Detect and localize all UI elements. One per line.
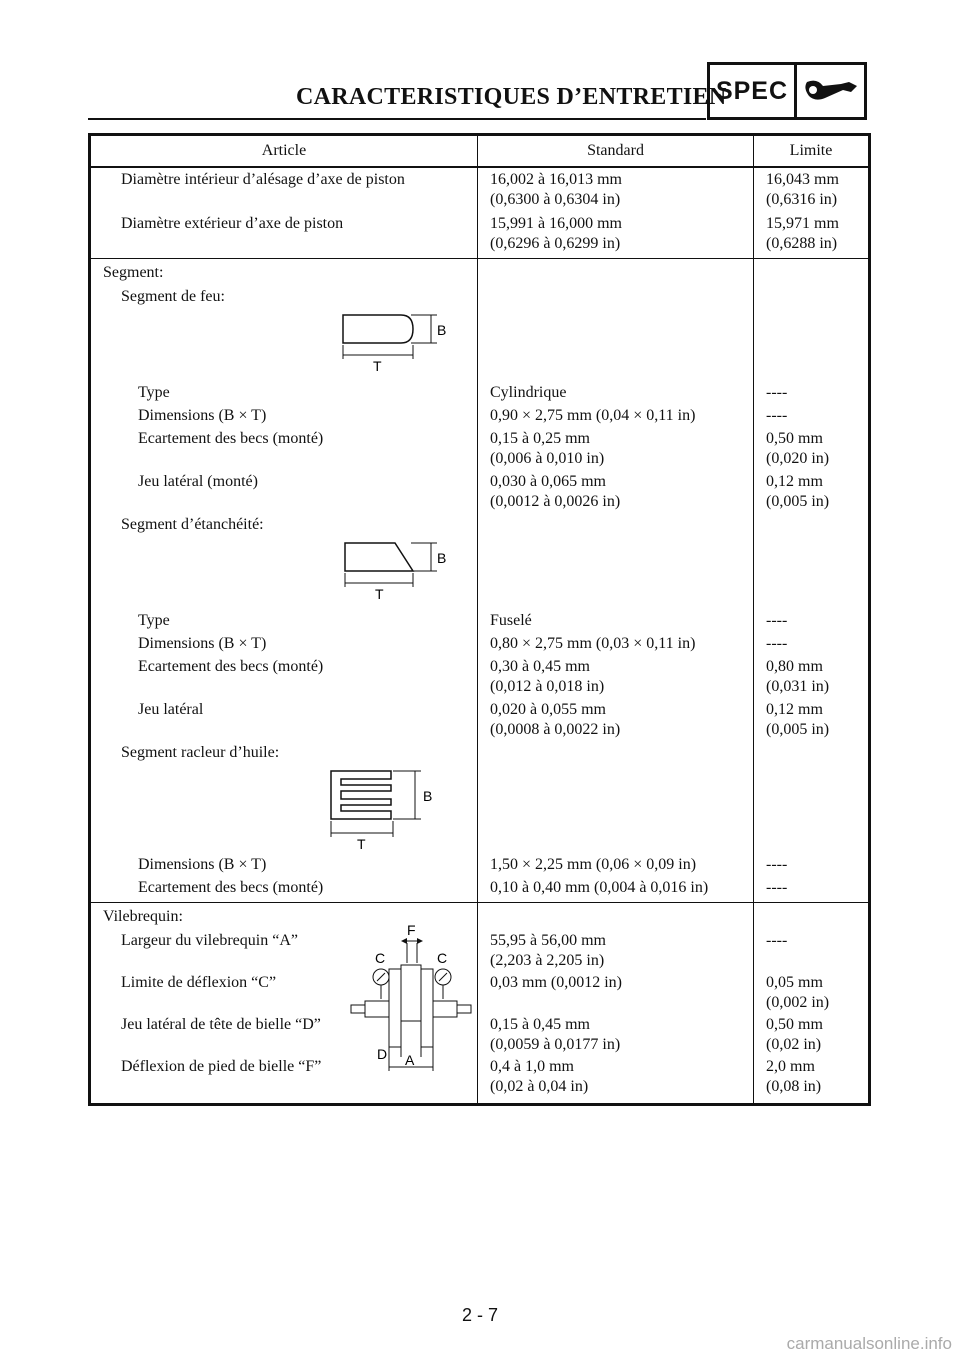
section-heading: Segment: bbox=[103, 264, 164, 281]
limit-value: ---- bbox=[766, 856, 788, 873]
limit-cell bbox=[754, 167, 870, 259]
article-cell bbox=[90, 903, 478, 1105]
article-label: Dimensions (B × T) bbox=[138, 407, 267, 424]
article-cell bbox=[90, 167, 478, 259]
limit-value: (0,020 in) bbox=[766, 450, 830, 467]
standard-value: (0,0012 à 0,0026 in) bbox=[490, 493, 621, 510]
dimension-label-t: T bbox=[373, 358, 382, 374]
oil-ring-diagram bbox=[91, 763, 477, 855]
column-header-limite: Limite bbox=[754, 135, 870, 168]
standard-value: 0,020 à 0,055 mm bbox=[490, 701, 606, 718]
article-label: Jeu latéral de tête de bielle “D” bbox=[121, 1016, 321, 1033]
standard-value: (0,0059 à 0,0177 in) bbox=[490, 1036, 621, 1053]
spec-label: SPEC bbox=[710, 65, 797, 117]
limit-value: (0,6316 in) bbox=[766, 191, 838, 208]
standard-value: 55,95 à 56,00 mm bbox=[490, 932, 606, 949]
subsection-heading: Segment racleur d’huile: bbox=[121, 744, 280, 761]
limit-value: 2,0 mm bbox=[766, 1058, 815, 1075]
limit-value: ---- bbox=[766, 384, 788, 401]
limit-value: 0,50 mm bbox=[766, 1016, 823, 1033]
specifications-table bbox=[88, 133, 871, 1106]
limit-value: (0,02 in) bbox=[766, 1036, 822, 1053]
article-label: Ecartement des becs (monté) bbox=[138, 879, 324, 896]
limit-value: (0,08 in) bbox=[766, 1078, 822, 1095]
standard-value: (0,0008 à 0,0022 in) bbox=[490, 721, 621, 738]
wrench-icon bbox=[797, 65, 864, 117]
column-header-standard: Standard bbox=[478, 135, 754, 168]
dimension-label-b: B bbox=[437, 322, 447, 338]
dimension-label-b: B bbox=[437, 550, 447, 566]
standard-value: (0,6300 à 0,6304 in) bbox=[490, 191, 621, 208]
standard-value: 1,50 × 2,25 mm (0,06 × 0,09 in) bbox=[490, 856, 697, 873]
limit-value: ---- bbox=[766, 932, 788, 949]
section-heading: Vilebrequin: bbox=[103, 908, 183, 925]
piston-axis-group bbox=[90, 167, 870, 259]
standard-value: 15,991 à 16,000 mm bbox=[490, 215, 622, 232]
standard-value: (0,012 à 0,018 in) bbox=[490, 678, 605, 695]
standard-value: 0,30 à 0,45 mm bbox=[490, 658, 590, 675]
dimension-label-t: T bbox=[375, 586, 384, 602]
standard-value: 0,03 mm (0,0012 in) bbox=[490, 974, 622, 991]
article-label: Dimensions (B × T) bbox=[138, 635, 267, 652]
limit-value: 16,043 mm bbox=[766, 171, 839, 188]
subsection-heading: Segment de feu: bbox=[121, 288, 225, 305]
standard-value: 0,10 à 0,40 mm (0,004 à 0,016 in) bbox=[490, 879, 709, 896]
limit-value: (0,002 in) bbox=[766, 994, 830, 1011]
limit-cell bbox=[754, 259, 870, 903]
column-header-article: Article bbox=[90, 135, 478, 168]
limit-value: 0,12 mm bbox=[766, 473, 823, 490]
dimension-label-b: B bbox=[423, 788, 433, 804]
standard-value: (0,006 à 0,010 in) bbox=[490, 450, 605, 467]
standard-value: 0,90 × 2,75 mm (0,04 × 0,11 in) bbox=[490, 407, 696, 424]
dimension-label-c: C bbox=[375, 950, 386, 966]
page-title: CARACTERISTIQUES D’ENTRETIEN bbox=[296, 84, 727, 110]
article-label: Jeu latéral (monté) bbox=[138, 473, 258, 490]
standard-value: Fuselé bbox=[490, 612, 532, 629]
article-label: Diamètre intérieur d’alésage d’axe de piston bbox=[121, 171, 405, 188]
dimension-label-f: F bbox=[407, 922, 416, 938]
limit-value: 0,05 mm bbox=[766, 974, 823, 991]
article-cell bbox=[90, 259, 478, 903]
standard-value: 0,15 à 0,45 mm bbox=[490, 1016, 590, 1033]
limit-value: ---- bbox=[766, 879, 788, 896]
article-label: Limite de déflexion “C” bbox=[121, 974, 277, 991]
top-ring-diagram bbox=[91, 307, 477, 383]
limit-value: 0,12 mm bbox=[766, 701, 823, 718]
standard-value: (0,6296 à 0,6299 in) bbox=[490, 235, 621, 252]
limit-value: (0,6288 in) bbox=[766, 235, 838, 252]
dimension-label-d: D bbox=[377, 1046, 388, 1062]
limit-value: 0,50 mm bbox=[766, 430, 823, 447]
article-label: Ecartement des becs (monté) bbox=[138, 430, 324, 447]
standard-value: 0,030 à 0,065 mm bbox=[490, 473, 606, 490]
standard-value: 0,15 à 0,25 mm bbox=[490, 430, 590, 447]
standard-cell bbox=[478, 903, 754, 1105]
limit-value: (0,005 in) bbox=[766, 493, 830, 510]
article-label: Diamètre extérieur d’axe de piston bbox=[121, 215, 344, 232]
standard-value: 0,80 × 2,75 mm (0,03 × 0,11 in) bbox=[490, 635, 696, 652]
segment-group bbox=[90, 259, 870, 903]
article-label: Type bbox=[138, 384, 170, 401]
header-rule bbox=[88, 118, 706, 120]
standard-value: 0,4 à 1,0 mm bbox=[490, 1058, 574, 1075]
standard-cell bbox=[478, 259, 754, 903]
standard-value: (2,203 à 2,205 in) bbox=[490, 952, 605, 969]
spec-badge bbox=[707, 62, 867, 120]
limit-value: ---- bbox=[766, 407, 788, 424]
dimension-label-c: C bbox=[437, 950, 448, 966]
table-header-row bbox=[90, 135, 870, 168]
crankshaft-group bbox=[90, 903, 870, 1105]
limit-cell bbox=[754, 903, 870, 1105]
article-label: Ecartement des becs (monté) bbox=[138, 658, 324, 675]
dimension-label-a: A bbox=[405, 1052, 415, 1068]
subsection-heading: Segment d’étanchéité: bbox=[121, 516, 264, 533]
article-label: Largeur du vilebrequin “A” bbox=[121, 932, 298, 949]
limit-value: (0,005 in) bbox=[766, 721, 830, 738]
article-label: Dimensions (B × T) bbox=[138, 856, 267, 873]
article-label: Déflexion de pied de bielle “F” bbox=[121, 1058, 322, 1075]
page-number: 2 - 7 bbox=[461, 1305, 499, 1325]
limit-value: ---- bbox=[766, 612, 788, 629]
limit-value: (0,031 in) bbox=[766, 678, 830, 695]
limit-value: 0,80 mm bbox=[766, 658, 823, 675]
standard-value: 16,002 à 16,013 mm bbox=[490, 171, 622, 188]
article-label: Jeu latéral bbox=[138, 701, 204, 718]
article-label: Type bbox=[138, 612, 170, 629]
dimension-label-t: T bbox=[357, 836, 366, 852]
second-ring-diagram bbox=[91, 535, 477, 611]
crankshaft-diagram bbox=[347, 921, 477, 1081]
limit-value: 15,971 mm bbox=[766, 215, 839, 232]
limit-value: ---- bbox=[766, 635, 788, 652]
standard-value: Cylindrique bbox=[490, 384, 567, 401]
standard-cell bbox=[478, 167, 754, 259]
watermark: carmanualsonline.info bbox=[786, 1334, 952, 1353]
standard-value: (0,02 à 0,04 in) bbox=[490, 1078, 589, 1095]
